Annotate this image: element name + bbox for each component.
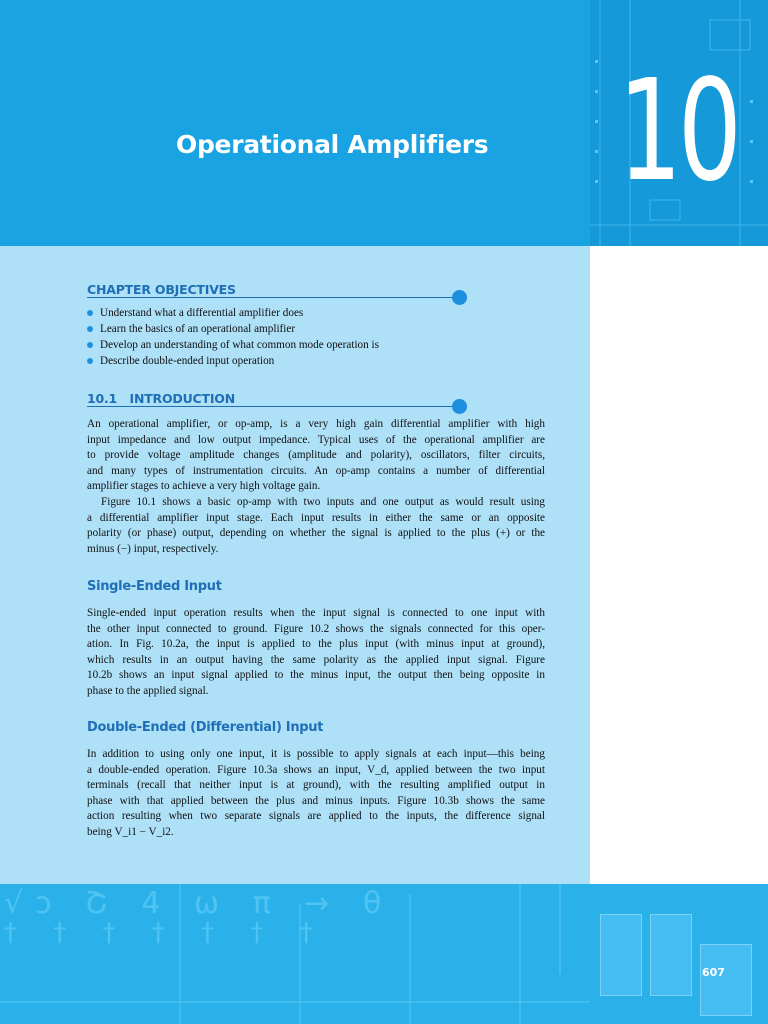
objective-item: Learn the basics of an operational amplifier	[87, 321, 379, 337]
decorative-digits: √ɔ Շ 4 ω π → θ	[4, 886, 394, 921]
objective-item: Understand what a differential amplifier does	[87, 305, 379, 321]
circuit-traces-icon	[0, 884, 768, 1024]
objectives-rule	[87, 297, 459, 298]
bullet-icon	[87, 326, 93, 332]
double-ended-paragraph: In addition to using only one input, it is possible to apply signals at each input—this being a double-ended operation. Figure 10.3a shows an input, V_d, applied between the two input terminals (recall that neither input is at ground), with the resulting amplified output in phase with that applied between the plus and minus inputs. Figure 10.3b shows the same action resulting when two separate signals are applied to the inputs, the difference signal being V_i1 − V_i2.	[87, 748, 545, 838]
introduction-rule-dot-icon	[452, 399, 467, 414]
single-ended-paragraph: Single-ended input operation results when the input signal is connected to one input with the other input connected to ground. Figure 10.2 shows the signals connected for this oper- ation. In Fig. 10.2a, the input is applied to the plus input (with minus input at ground), which results in an output having the same polarity as the applied input signal. Figure 10.2b shows an input signal applied to the minus input, the output then being opposite in phase to the applied signal.	[87, 607, 545, 697]
chapter-title: Operational Amplifiers	[176, 130, 489, 159]
objective-item: Describe double-ended input operation	[87, 353, 379, 369]
footer-band	[0, 884, 768, 1024]
objectives-list	[87, 305, 379, 369]
margin-panel	[590, 246, 768, 884]
introduction-rule	[87, 406, 459, 407]
decorative-marks: † † † † † † †	[4, 918, 327, 948]
bullet-icon	[87, 310, 93, 316]
objectives-rule-dot-icon	[452, 290, 467, 305]
objectives-heading: CHAPTER OBJECTIVES	[87, 282, 236, 297]
page-number: 607	[702, 966, 725, 979]
double-ended-heading: Double-Ended (Differential) Input	[87, 720, 324, 735]
chapter-header-band	[0, 0, 768, 246]
bullet-icon	[87, 358, 93, 364]
single-ended-heading: Single-Ended Input	[87, 579, 222, 594]
introduction-paragraph-1: An operational amplifier, or op-amp, is a very high gain differential amplifier with high input impedance and low output impedance. Typical uses of the operational amplifier are to provide voltage amplitude changes (amplitude and polarity), oscillators, filter circuits, and many types of instrumentation circuits. An op-amp contains a number of differential amplifier stages to achieve a very high voltage gain.	[87, 418, 545, 493]
bullet-icon	[87, 342, 93, 348]
introduction-heading: 10.1 INTRODUCTION	[87, 391, 235, 406]
introduction-paragraph-2: Figure 10.1 shows a basic op-amp with two inputs and one output as would result using a differential amplifier input stage. Each input results in either the same or an opposite polarity (or phase) output, depending on whether the signal is applied to the plus (+) or the minus (−) input, respectively.	[87, 496, 545, 555]
chapter-number: 10	[618, 50, 738, 213]
objective-item: Develop an understanding of what common mode operation is	[87, 337, 379, 353]
